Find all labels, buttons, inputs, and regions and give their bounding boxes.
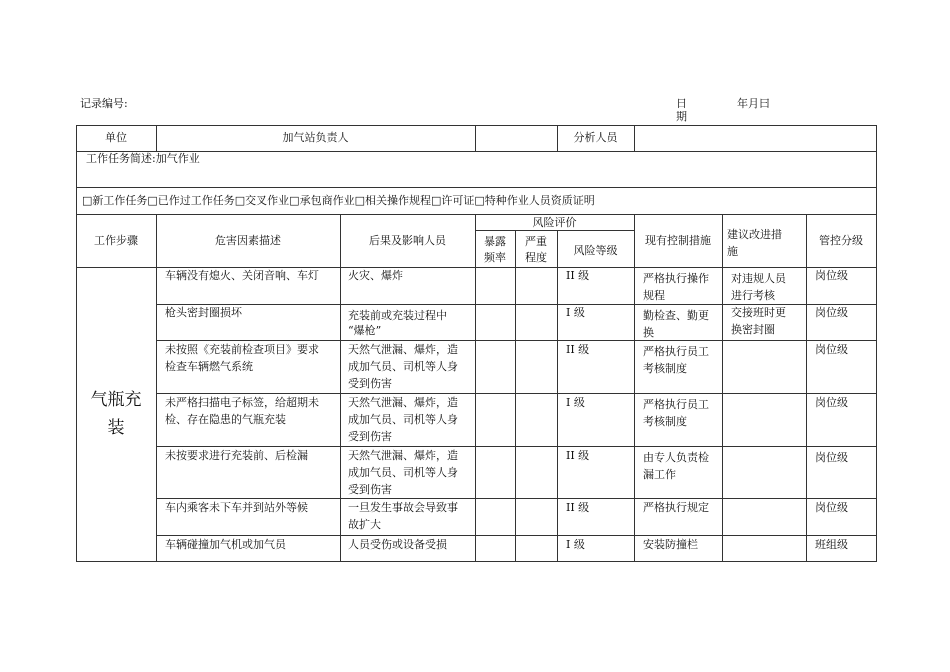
controls-cell: 严格执行规定 xyxy=(643,501,709,514)
station-head-label: 加气站负责人 xyxy=(282,131,349,144)
col-suggestions-header: 建议改进措 施 xyxy=(727,228,782,258)
control-level-cell: 岗位级 xyxy=(815,306,848,319)
col-control-level-header: 管控分级 xyxy=(819,234,863,247)
control-level-cell: 岗位级 xyxy=(815,451,848,464)
date-label: 日 期 xyxy=(676,97,687,123)
hazard-cell: 未按照《充装前检查项目》要求 检查车辆燃气系统 xyxy=(165,343,319,373)
controls-cell: 严格执行员工 考核制度 xyxy=(643,398,709,428)
record-number-label: 记录编号: xyxy=(80,97,128,110)
consequence-cell: 充装前或充装过程中 “爆枪” xyxy=(348,309,447,337)
control-level-cell: 岗位级 xyxy=(815,396,848,409)
controls-cell: 勤检查、勤更 换 xyxy=(643,309,709,339)
suggestion-cell: 交接班时更 换密封圈 xyxy=(731,306,786,336)
task-description-label: 工作任务简述: xyxy=(86,152,156,165)
control-level-cell: 岗位级 xyxy=(815,501,848,514)
controls-cell: 严格执行员工 考核制度 xyxy=(643,345,709,375)
hazard-cell: 车辆碰撞加气机或加气员 xyxy=(165,538,286,551)
col-hazard-header: 危害因素描述 xyxy=(215,234,281,247)
risk-level-cell: II 级 xyxy=(566,501,590,514)
date-value: 年月曰 xyxy=(737,97,770,110)
control-level-cell: 岗位级 xyxy=(815,343,848,356)
hazard-cell: 未按要求进行充装前、后检漏 xyxy=(165,449,308,462)
hazard-cell: 未严格扫描电子标签，给超期未 检、存在隐患的气瓶充装 xyxy=(165,396,319,426)
risk-level-cell: I 级 xyxy=(566,538,585,551)
controls-cell: 严格执行操作 规程 xyxy=(643,272,709,302)
risk-level-cell: I 级 xyxy=(566,306,585,319)
risk-level-cell: II 级 xyxy=(566,269,590,282)
task-type-checkboxes: □新工作任务□已作过工作任务□交叉作业□承包商作业□相关操作规程□许可证□特种作业人员资质证明 xyxy=(82,194,595,207)
risk-level-cell: II 级 xyxy=(566,449,590,462)
controls-cell: 由专人负责检 漏工作 xyxy=(643,451,709,481)
consequence-cell: 天然气泄漏、爆炸，造 成加气员、司机等人身 受到伤害 xyxy=(348,343,458,390)
hazard-cell: 车内乘客未下车并到站外等候 xyxy=(165,501,308,514)
risk-level-cell: II 级 xyxy=(566,343,590,356)
hazard-cell: 枪头密封圈损坏 xyxy=(165,306,242,319)
controls-cell: 安装防撞栏 xyxy=(643,538,698,551)
consequence-cell: 人员受伤或设备受损 xyxy=(348,538,447,551)
col-consequence-header: 后果及影响人员 xyxy=(369,234,446,247)
hazard-cell: 车辆没有熄火、关闭音响、车灯 xyxy=(165,269,319,282)
step-name-cell: 气瓶充 装 xyxy=(90,390,142,438)
consequence-cell: 一旦发生事故会导致事 故扩大 xyxy=(348,501,458,531)
consequence-cell: 天然气泄漏、爆炸，造 成加气员、司机等人身 受到伤害 xyxy=(348,396,458,443)
control-level-cell: 班组级 xyxy=(815,538,848,551)
task-description-value: 加气作业 xyxy=(155,152,200,165)
risk-level-cell: I 级 xyxy=(566,396,585,409)
control-level-cell: 岗位级 xyxy=(815,269,848,282)
col-severity-header: 严重 程度 xyxy=(525,235,547,264)
consequence-cell: 天然气泄漏、爆炸，造 成加气员、司机等人身 受到伤害 xyxy=(348,449,458,496)
unit-label: 单位 xyxy=(105,131,127,144)
col-exposure-header: 暴露 频率 xyxy=(484,235,506,264)
analyst-label: 分析人员 xyxy=(573,131,618,144)
col-controls-header: 现有控制措施 xyxy=(645,234,711,247)
col-step-header: 工作步骤 xyxy=(94,234,138,247)
col-risk-eval-header: 风险评价 xyxy=(532,216,577,229)
task-description xyxy=(86,152,200,166)
consequence-cell: 火灾、爆炸 xyxy=(348,269,403,282)
suggestion-cell: 对违规人员 进行考核 xyxy=(731,272,786,302)
col-risk-level-header: 风险等级 xyxy=(573,244,618,257)
